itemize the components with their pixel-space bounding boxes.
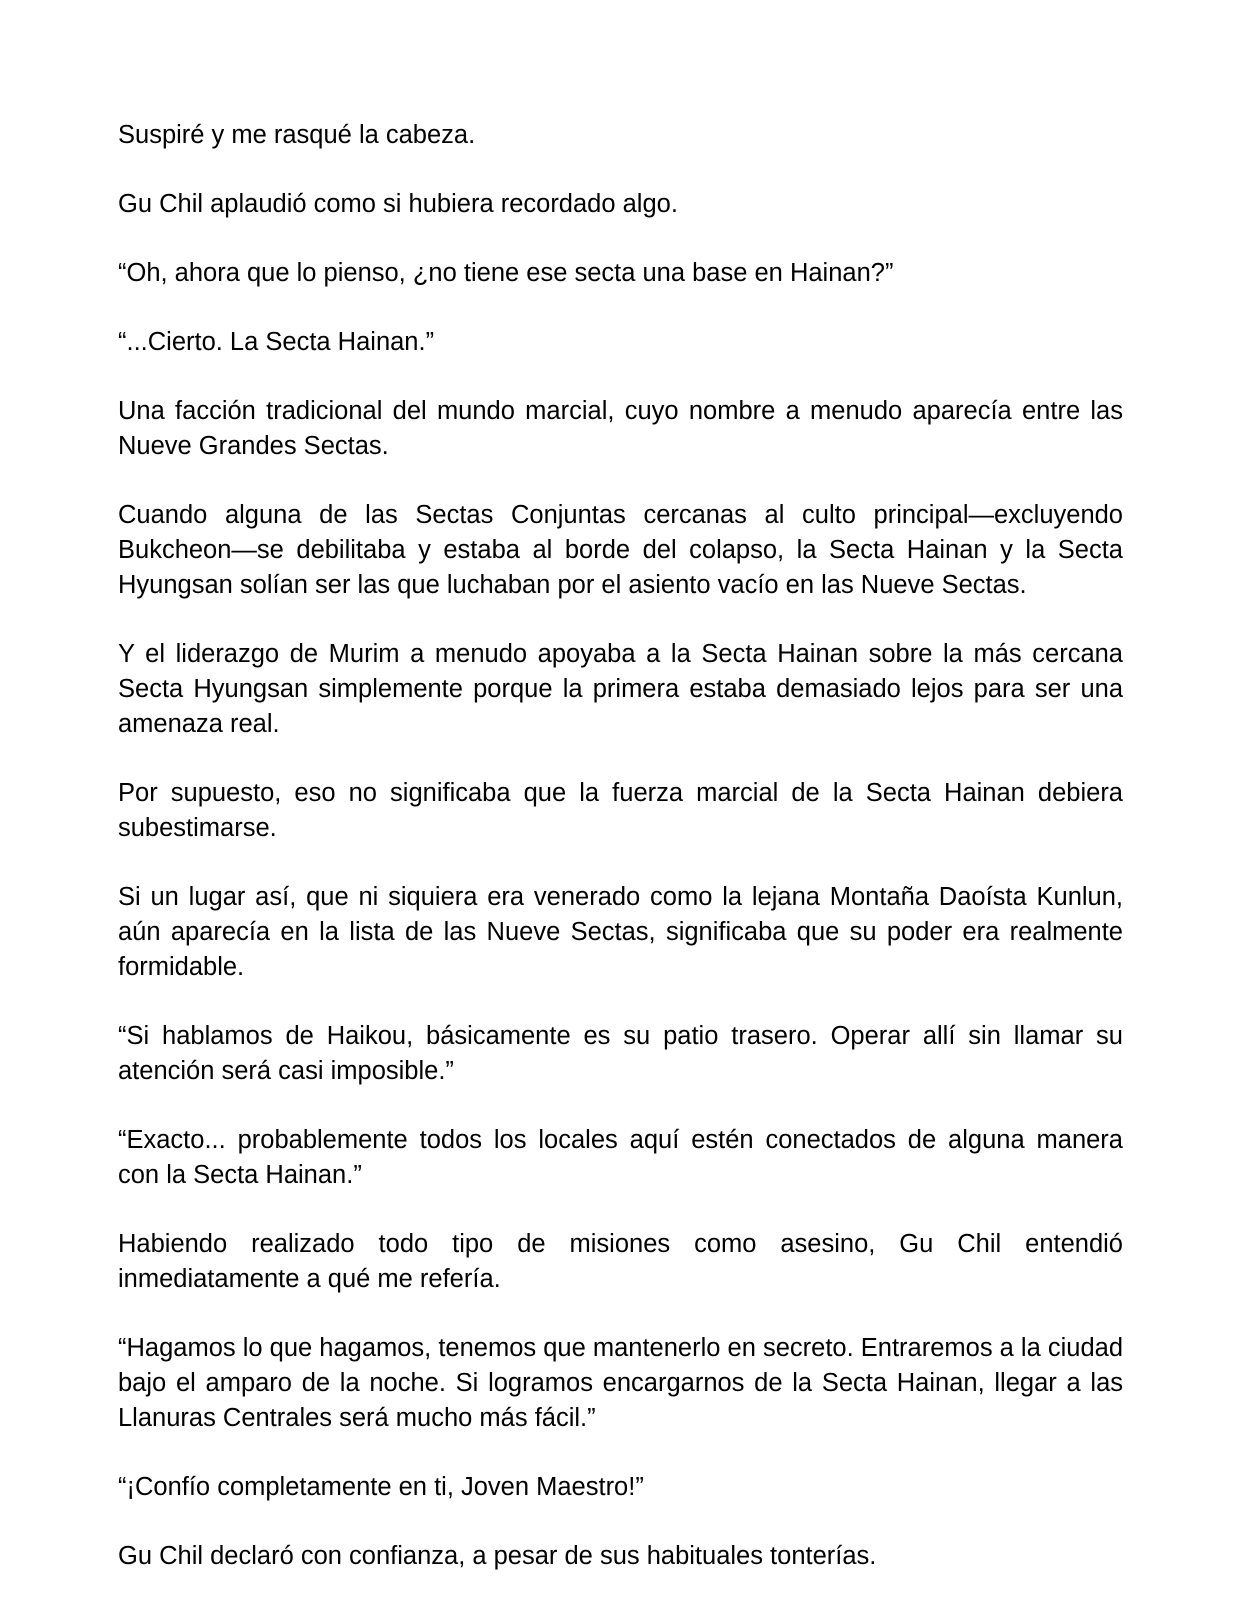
- paragraph: “¡Confío completamente en ti, Joven Maestro!”: [118, 1473, 644, 1501]
- paragraph: Cuando alguna de las Sectas Conjuntas cercanas al culto principal—excluyendo Bukcheon—se debilitaba y estaba al borde del colapso, la Secta Hainan y la Secta Hyungsan solían ser las que luchaban por el asiento vacío en las Nueve Sectas.: [118, 501, 1123, 599]
- paragraph: Suspiré y me rasqué la cabeza.: [118, 121, 476, 149]
- document-body: [118, 118, 1123, 1608]
- paragraph: “Oh, ahora que lo pienso, ¿no tiene ese secta una base en Hainan?”: [118, 259, 894, 287]
- paragraph: “Exacto... probablemente todos los locales aquí estén conectados de alguna manera con la Secta Hainan.”: [118, 1126, 1123, 1189]
- paragraph: Una facción tradicional del mundo marcial, cuyo nombre a menudo aparecía entre las Nueve Grandes Sectas.: [118, 397, 1123, 460]
- paragraph: “Si hablamos de Haikou, básicamente es su patio trasero. Operar allí sin llamar su atención será casi imposible.”: [118, 1022, 1123, 1085]
- paragraph: Gu Chil aplaudió como si hubiera recordado algo.: [118, 190, 678, 218]
- paragraph: “...Cierto. La Secta Hainan.”: [118, 328, 435, 356]
- paragraph: Gu Chil declaró con confianza, a pesar de sus habituales tonterías.: [118, 1542, 877, 1570]
- paragraph: Por supuesto, eso no significaba que la fuerza marcial de la Secta Hainan debiera subestimarse.: [118, 779, 1123, 842]
- paragraph: Y el liderazgo de Murim a menudo apoyaba a la Secta Hainan sobre la más cercana Secta Hyungsan simplemente porque la primera estaba demasiado lejos para ser una amenaza real.: [118, 640, 1123, 738]
- paragraph: Habiendo realizado todo tipo de misiones como asesino, Gu Chil entendió inmediatamente a qué me refería.: [118, 1230, 1123, 1293]
- paragraph: “Hagamos lo que hagamos, tenemos que mantenerlo en secreto. Entraremos a la ciudad bajo el amparo de la noche. Si logramos encargarnos de la Secta Hainan, llegar a las Llanuras Centrales será mucho más fácil.”: [118, 1334, 1123, 1432]
- paragraph: Si un lugar así, que ni siquiera era venerado como la lejana Montaña Daoísta Kunlun, aún aparecía en la lista de las Nueve Sectas, significaba que su poder era realmente formidable.: [118, 883, 1123, 981]
